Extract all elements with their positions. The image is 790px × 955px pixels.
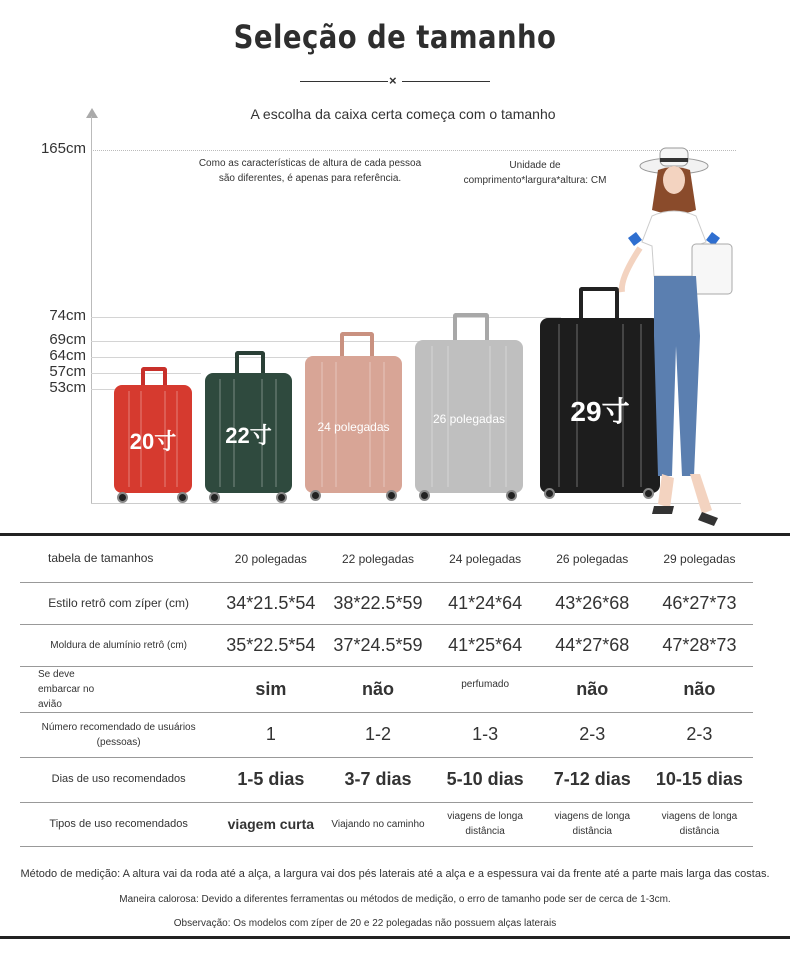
- page-title: Seleção de tamanho: [233, 18, 557, 56]
- row-label: Moldura de alumínio retrô (cm): [20, 624, 217, 666]
- row-label: Número recomendado de usuários (pessoas): [20, 712, 217, 757]
- row-label: Se deve embarcar no avião: [20, 666, 217, 712]
- axis-arrow-icon: [86, 108, 98, 118]
- table-cell: 7-12 dias: [539, 757, 646, 802]
- divider-mark: ×: [389, 73, 397, 88]
- table-cell: 44*27*68: [539, 624, 646, 666]
- table-header-label: tabela de tamanhos: [20, 536, 217, 582]
- wheel: [544, 488, 555, 499]
- table-cell: viagens de longa distância: [539, 802, 646, 846]
- table-cell: 34*21.5*54: [217, 582, 324, 624]
- vertical-axis: [91, 116, 92, 504]
- tick-53: 53cm: [49, 379, 86, 396]
- column-header: 24 polegadas: [432, 536, 539, 582]
- suitcase-26-label: 26 polegadas: [432, 412, 506, 426]
- wheel: [209, 492, 220, 503]
- suitcase-24: [305, 356, 402, 493]
- row-label: Tipos de uso recomendados: [20, 802, 217, 846]
- table-cell: 37*24.5*59: [324, 624, 431, 666]
- gridline-69: [91, 341, 431, 342]
- suitcase-24-label: 24 polegadas: [317, 420, 390, 434]
- table-row: [20, 666, 753, 712]
- table-cell: 41*24*64: [432, 582, 539, 624]
- table-header-row: [20, 536, 753, 582]
- unit-note: Unidade de comprimento*largura*altura: CM: [463, 160, 607, 186]
- wheel: [177, 492, 188, 503]
- observation-note: Observação: Os modelos com zíper de 20 e 22 polegadas não possuem alças laterais: [173, 918, 557, 929]
- table-cell: 1: [217, 712, 324, 757]
- wheel: [276, 492, 287, 503]
- table-cell: 47*28*73: [646, 624, 753, 666]
- table-row: [20, 757, 753, 802]
- table-row: [20, 582, 753, 624]
- title-divider-right: [402, 81, 490, 82]
- gridline-64: [91, 357, 311, 358]
- suitcase-22-handle: [235, 351, 265, 375]
- suitcase-22: [205, 373, 292, 493]
- table-cell: não: [324, 666, 431, 712]
- suitcase-24-handle: [340, 332, 374, 358]
- table-cell: 43*26*68: [539, 582, 646, 624]
- bottom-rule: [0, 936, 790, 939]
- row-label: Estilo retrô com zíper (cm): [20, 582, 217, 624]
- tick-57: 57cm: [49, 363, 86, 380]
- column-header: 29 polegadas: [646, 536, 753, 582]
- suitcase-29-label: 29寸: [570, 396, 630, 427]
- table-cell: 5-10 dias: [432, 757, 539, 802]
- table-cell: 41*25*64: [432, 624, 539, 666]
- table-row: [20, 802, 753, 846]
- wheel: [506, 490, 517, 501]
- table-cell: viagens de longa distância: [646, 802, 753, 846]
- suitcase-26: [415, 340, 523, 493]
- suitcase-20-handle: [141, 367, 167, 387]
- gridline-74: [91, 317, 561, 318]
- measurement-method-note: Método de medição: A altura vai da roda até a alça, a largura vai dos pés laterais até a alça e a espessura vai da frente até a parte mais larga das costas.: [20, 868, 770, 880]
- row-label: Dias de uso recomendados: [20, 757, 217, 802]
- table-cell: viagens de longa distância: [432, 802, 539, 846]
- column-header: 22 polegadas: [324, 536, 431, 582]
- suitcase-20: [114, 385, 192, 493]
- table-cell: não: [646, 666, 753, 712]
- table-cell: 10-15 dias: [646, 757, 753, 802]
- suitcase-20-label: 20寸: [129, 429, 177, 454]
- column-header: 26 polegadas: [539, 536, 646, 582]
- subtitle: A escolha da caixa certa começa com o tamanho: [250, 106, 556, 122]
- column-header: 20 polegadas: [217, 536, 324, 582]
- wheel: [386, 490, 397, 501]
- table-row: [20, 712, 753, 757]
- title-divider-left: [300, 81, 388, 82]
- table-cell: sim: [217, 666, 324, 712]
- table-cell: 35*22.5*54: [217, 624, 324, 666]
- wheel: [117, 492, 128, 503]
- table-cell: 2-3: [539, 712, 646, 757]
- table-cell: 1-2: [324, 712, 431, 757]
- table-cell: Viajando no caminho: [324, 802, 431, 846]
- table-cell: 38*22.5*59: [324, 582, 431, 624]
- table-cell: 1-5 dias: [217, 757, 324, 802]
- suitcase-26-handle: [453, 313, 489, 341]
- table-cell: perfumado: [432, 666, 539, 712]
- table-cell: 2-3: [646, 712, 753, 757]
- table-row: [20, 624, 753, 666]
- wheel: [310, 490, 321, 501]
- table-cell: 3-7 dias: [324, 757, 431, 802]
- tick-64: 64cm: [49, 347, 86, 364]
- height-note: Como as características de altura de cada pessoa são diferentes, é apenas para referência.: [198, 158, 422, 184]
- table-cell: não: [539, 666, 646, 712]
- model-person-image: [606, 144, 756, 534]
- table-cell: viagem curta: [217, 802, 324, 846]
- suitcase-22-label: 22寸: [225, 423, 272, 448]
- tick-69: 69cm: [49, 331, 86, 348]
- size-table: [20, 536, 753, 847]
- wheel: [419, 490, 430, 501]
- tick-165: 165cm: [40, 140, 86, 157]
- table-cell: 46*27*73: [646, 582, 753, 624]
- tick-74: 74cm: [49, 307, 86, 324]
- warm-tip-note: Maneira calorosa: Devido a diferentes ferramentas ou métodos de medição, o erro de tamanho pode ser de cerca de 1-3cm.: [119, 894, 671, 905]
- table-cell: 1-3: [432, 712, 539, 757]
